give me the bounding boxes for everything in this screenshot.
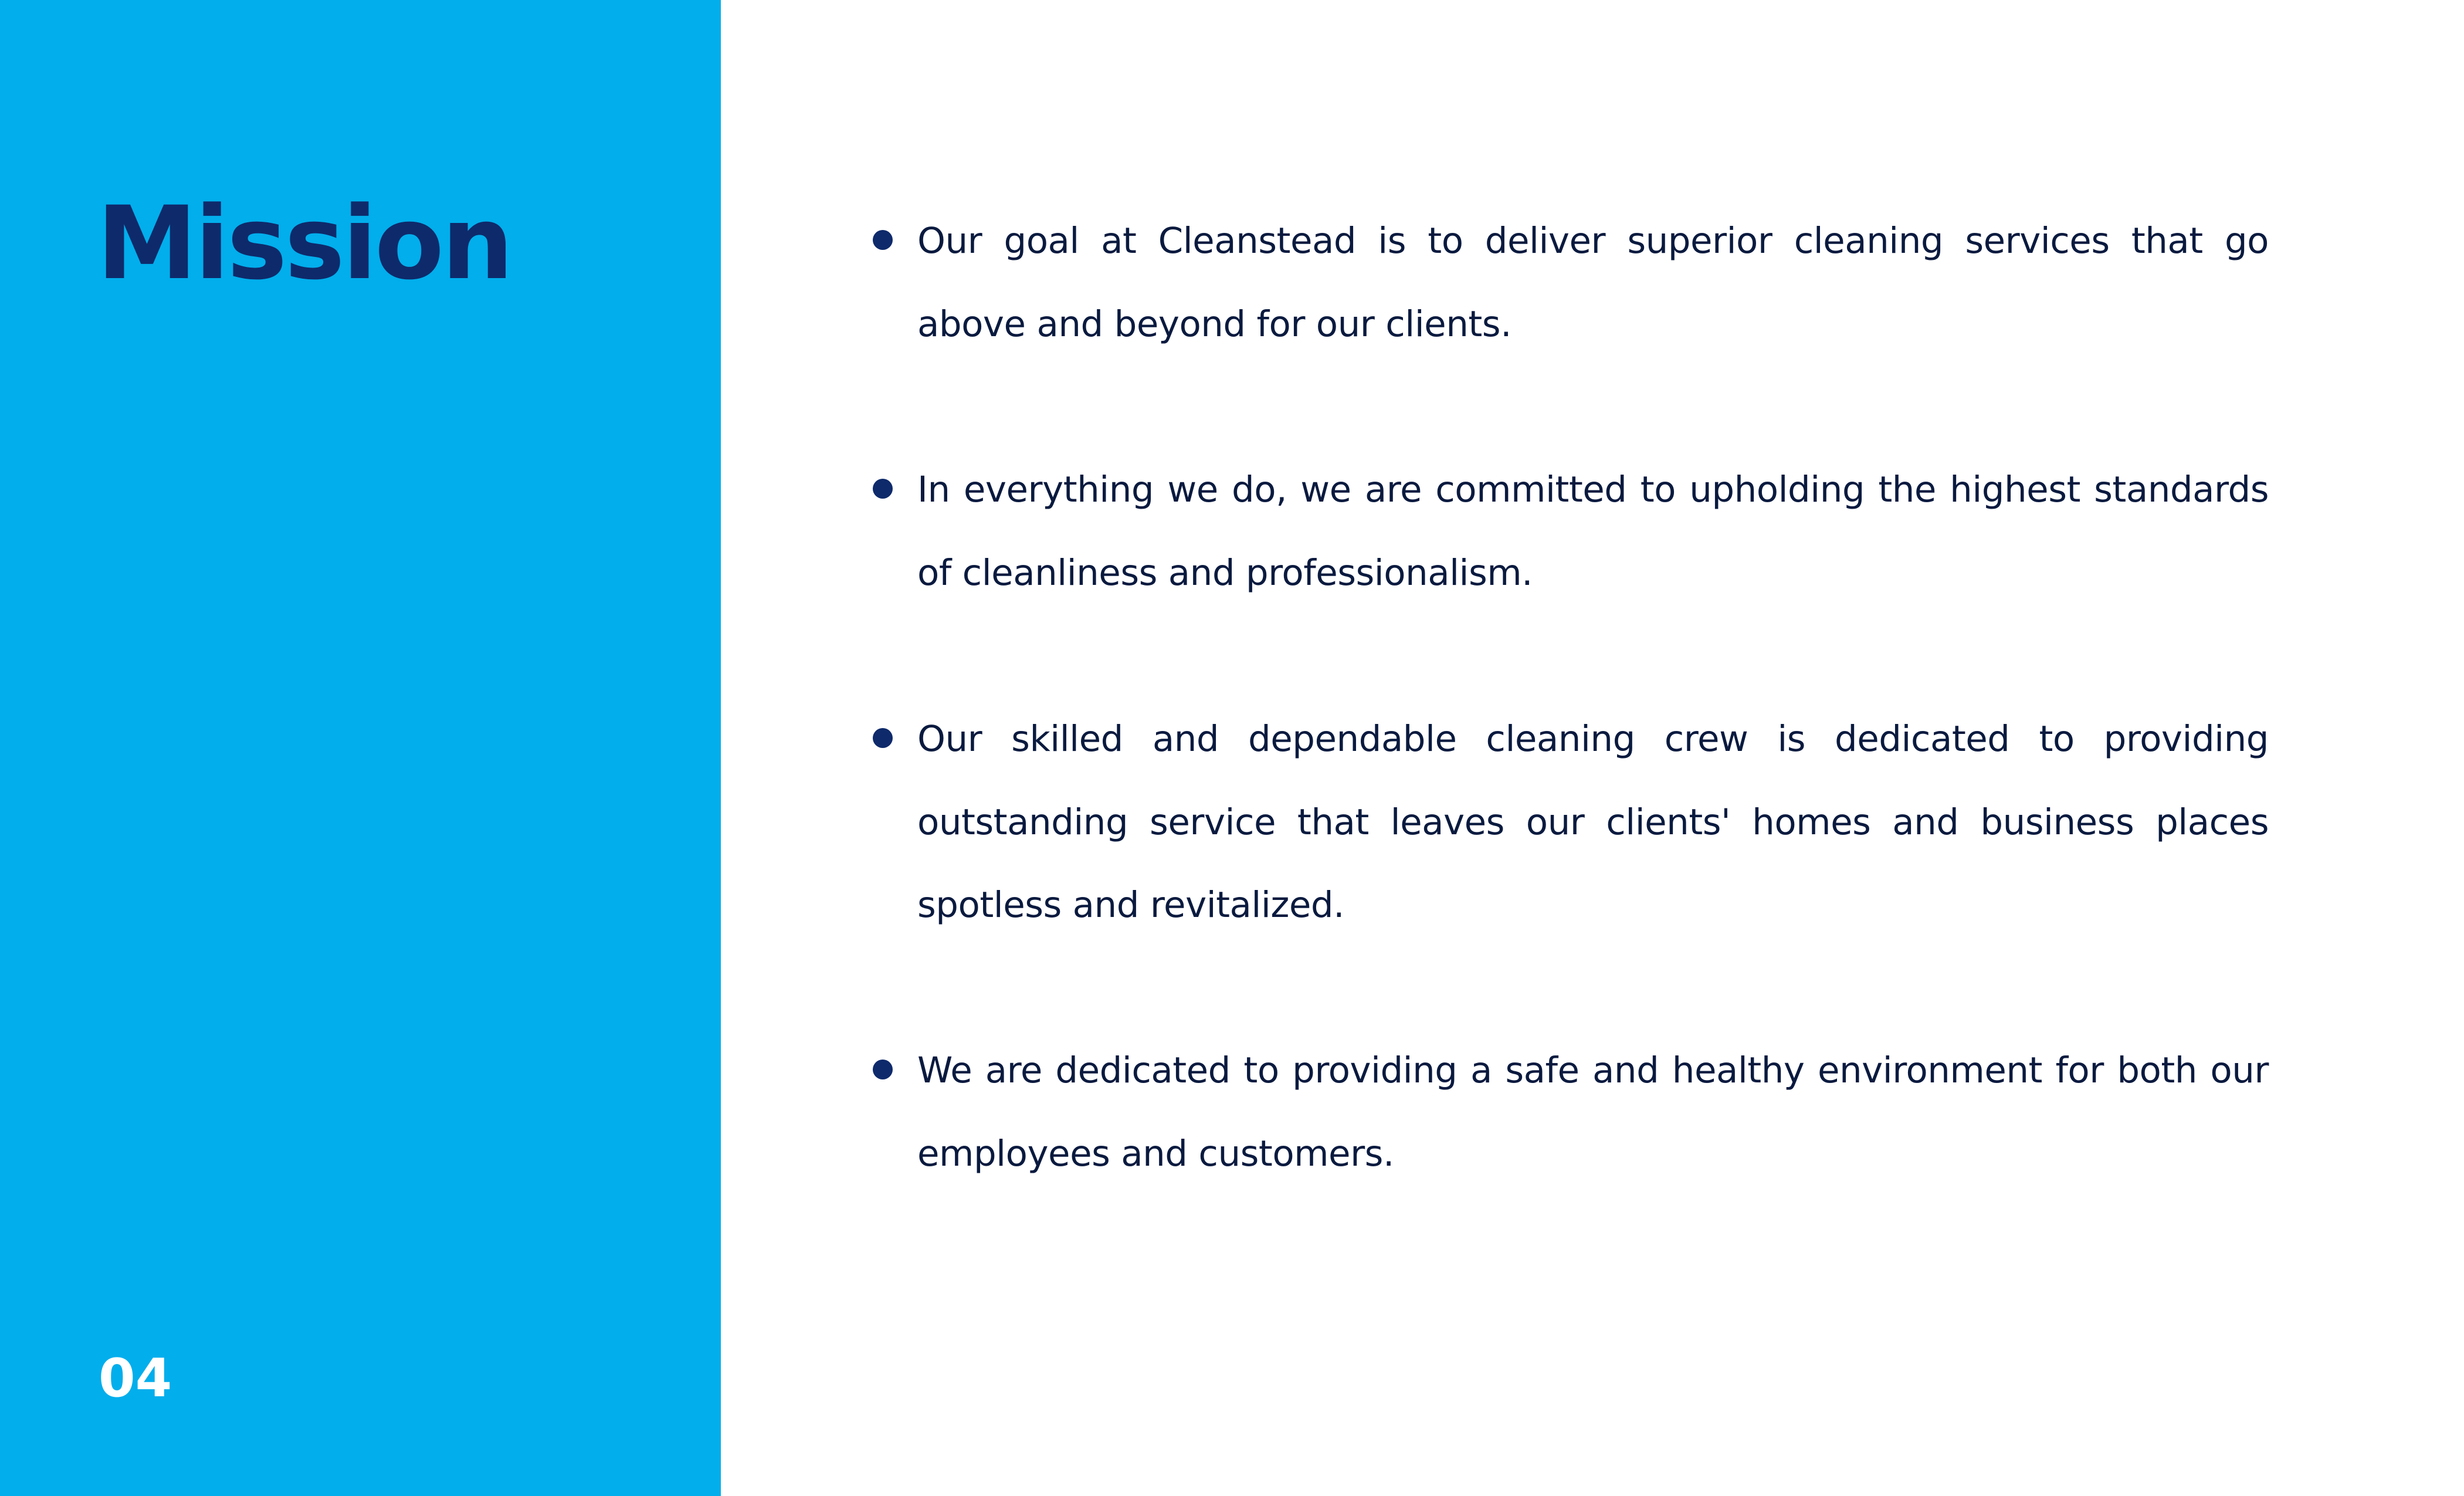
- side-panel: [0, 0, 721, 1496]
- bullet-icon: [873, 1060, 893, 1079]
- page-number: 04: [99, 1348, 172, 1409]
- list-item: [873, 698, 2269, 947]
- list-item: [873, 448, 2269, 614]
- bullet-text: We are dedicated to providing a safe and healthy environment for both our employees and customers.: [917, 1050, 2269, 1175]
- bullet-text: Our goal at Cleanstead is to deliver superior cleaning services that go above and beyond for our clients.: [917, 220, 2269, 345]
- bullet-text: In everything we do, we are committed to upholding the highest standards of cleanliness and professionalism.: [917, 469, 2269, 594]
- bullet-icon: [873, 728, 893, 748]
- list-item: [873, 1029, 2269, 1195]
- bullet-text: Our skilled and dependable cleaning crew is dedicated to providing outstanding service that leaves our clients' homes and business places spotless and revitalized.: [917, 718, 2269, 926]
- bullet-icon: [873, 479, 893, 499]
- slide-title: Mission: [97, 184, 511, 302]
- list-item: [873, 199, 2269, 365]
- bullet-icon: [873, 230, 893, 250]
